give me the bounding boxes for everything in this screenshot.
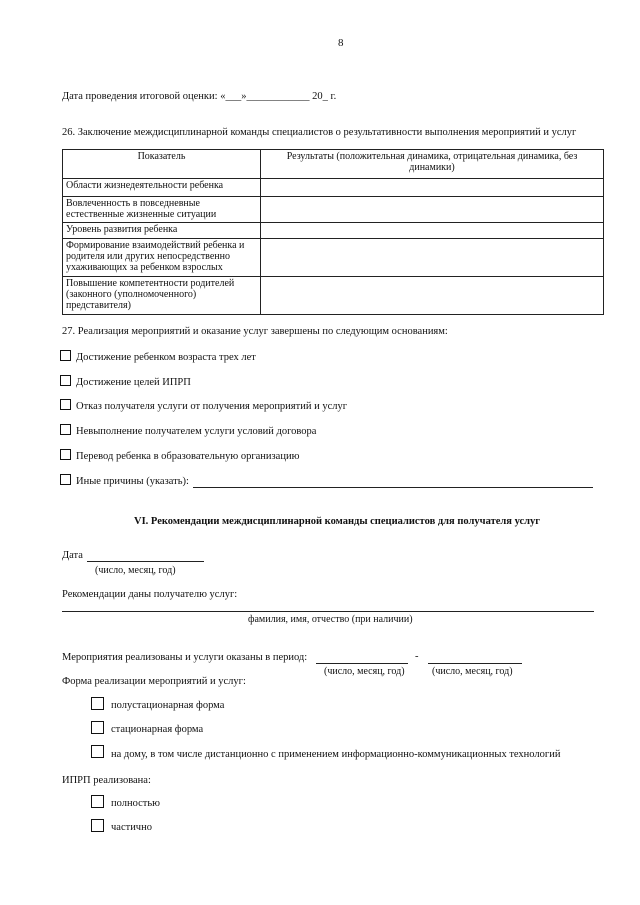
- date-hint: (число, месяц, год): [95, 565, 176, 576]
- reason-checkbox[interactable]: [60, 350, 71, 361]
- form-checkbox[interactable]: [91, 721, 104, 734]
- reason-checkbox[interactable]: [60, 474, 71, 485]
- period-dash: -: [415, 651, 419, 662]
- date-field[interactable]: [87, 561, 204, 562]
- item-26-title: 26. Заключение междисциплинарной команды специалистов о результативности выполнения мероприятий и услуг: [62, 127, 577, 138]
- result-cell[interactable]: [261, 223, 604, 239]
- results-table: [62, 149, 604, 315]
- final-assessment-date-label: Дата проведения итоговой оценки: «___»____________ 20_ г.: [62, 91, 337, 102]
- indicator-cell: Вовлеченность в повседневные естественные жизненные ситуации: [63, 197, 261, 223]
- indicator-cell: Повышение компетентности родителей (законного (уполномоченного) представителя): [63, 277, 261, 315]
- ipr-option-label: полностью: [111, 798, 160, 809]
- reason-checkbox[interactable]: [60, 375, 71, 386]
- form-checkbox[interactable]: [91, 745, 104, 758]
- period-label: Мероприятия реализованы и услуги оказаны в период:: [62, 652, 308, 663]
- table-row: [63, 223, 604, 239]
- ipr-checkbox[interactable]: [91, 819, 104, 832]
- table-row: [63, 277, 604, 315]
- indicator-cell: Области жизнедеятельности ребенка: [63, 179, 261, 197]
- result-cell[interactable]: [261, 197, 604, 223]
- reason-label: Отказ получателя услуги от получения мероприятий и услуг: [76, 401, 348, 412]
- form-label: Форма реализации мероприятий и услуг:: [62, 676, 246, 687]
- form-option-label: стационарная форма: [111, 724, 204, 735]
- period-from-field[interactable]: [316, 663, 408, 664]
- period-to-hint: (число, месяц, год): [432, 666, 513, 677]
- result-cell[interactable]: [261, 179, 604, 197]
- ipr-checkbox[interactable]: [91, 795, 104, 808]
- reason-label: Достижение целей ИПРП: [76, 377, 191, 388]
- reason-label: Достижение ребенком возраста трех лет: [76, 352, 256, 363]
- header-indicator: Показатель: [63, 150, 261, 179]
- table-row: [63, 179, 604, 197]
- result-cell[interactable]: [261, 239, 604, 277]
- period-to-field[interactable]: [428, 663, 522, 664]
- ipr-option-label: частично: [111, 822, 152, 833]
- recipient-name-field[interactable]: [62, 611, 594, 612]
- section-6-title: VI. Рекомендации междисциплинарной команды специалистов для получателя услуг: [134, 516, 541, 527]
- form-checkbox[interactable]: [91, 697, 104, 710]
- form-option-label: на дому, в том числе дистанционно с применением информационно-коммуникационных технологий: [111, 749, 561, 760]
- reason-label: Перевод ребенка в образовательную организацию: [76, 451, 300, 462]
- other-reasons-field[interactable]: [193, 487, 593, 488]
- item-27-title: 27. Реализация мероприятий и оказание услуг завершены по следующим основаниям:: [62, 326, 448, 337]
- recipient-hint: фамилия, имя, отчество (при наличии): [248, 614, 413, 625]
- table-row: [63, 197, 604, 223]
- recipient-label: Рекомендации даны получателю услуг:: [62, 589, 238, 600]
- table-row: [63, 239, 604, 277]
- reason-checkbox[interactable]: [60, 449, 71, 460]
- table-header-row: [63, 150, 604, 179]
- period-from-hint: (число, месяц, год): [324, 666, 405, 677]
- result-cell[interactable]: [261, 277, 604, 315]
- page-number: 8: [338, 37, 344, 49]
- ipr-label: ИПРП реализована:: [62, 775, 151, 786]
- reason-checkbox[interactable]: [60, 424, 71, 435]
- date-label: Дата: [62, 550, 83, 561]
- form-option-label: полустационарная форма: [111, 700, 225, 711]
- reason-label: Невыполнение получателем услуги условий договора: [76, 426, 317, 437]
- reason-checkbox[interactable]: [60, 399, 71, 410]
- indicator-cell: Уровень развития ребенка: [63, 223, 261, 239]
- reason-label: Иные причины (указать):: [76, 476, 189, 487]
- indicator-cell: Формирование взаимодействий ребенка и родителя или других непосредственно ухаживающих за ребенком взрослых: [63, 239, 261, 277]
- header-results: Результаты (положительная динамика, отрицательная динамика, без динамики): [261, 150, 604, 179]
